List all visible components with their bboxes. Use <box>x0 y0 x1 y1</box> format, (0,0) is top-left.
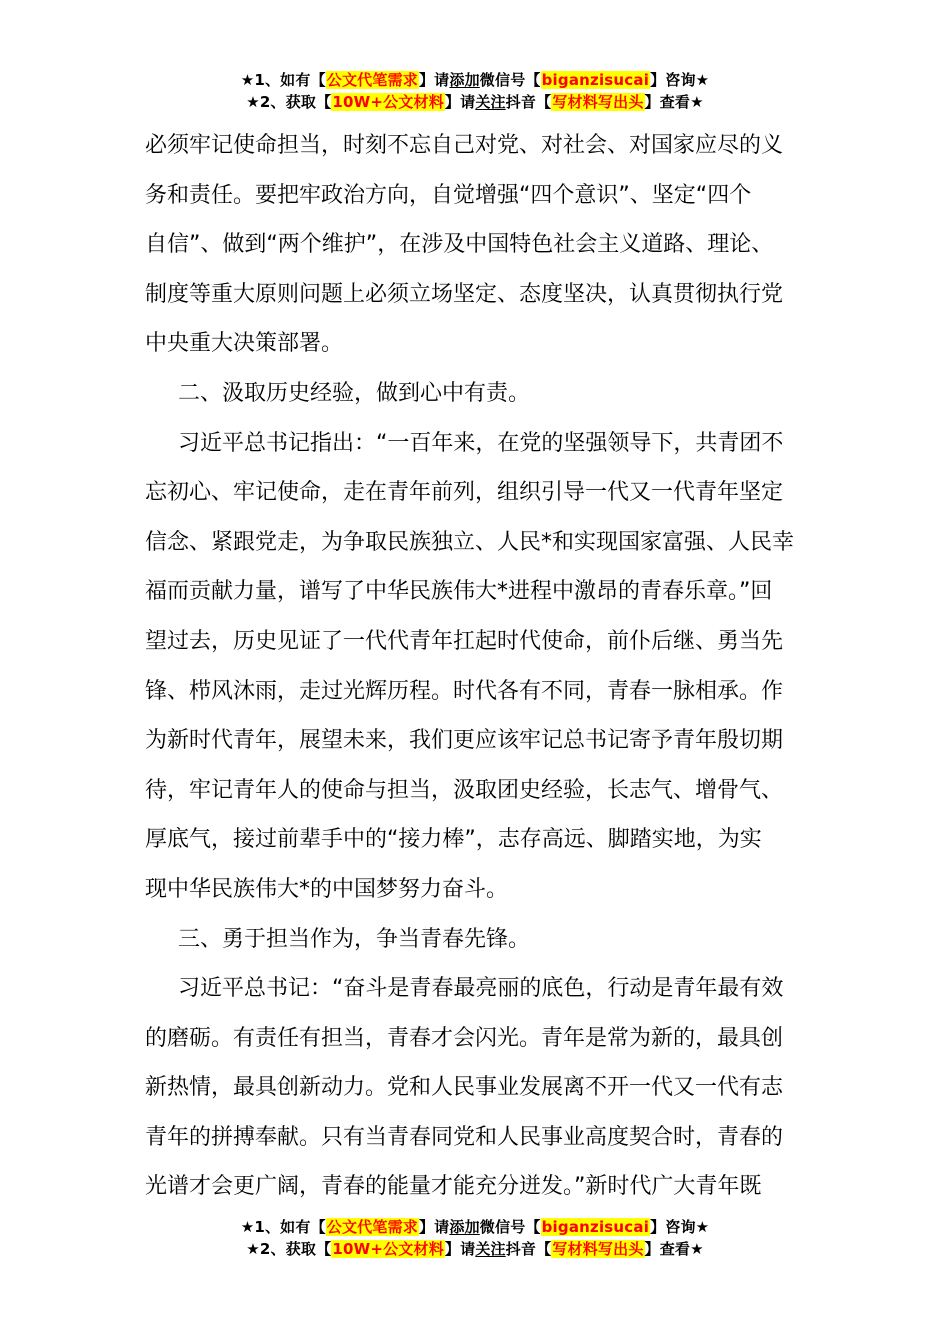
section-heading: 三、勇于担当作为，争当青春先锋。 <box>178 926 531 952</box>
text-line: 忘初心、牢记使命，走在青年前列，组织引导一代又一代青年坚定 <box>145 480 784 506</box>
text-line: 望过去，历史见证了一代代青年扛起时代使命，前仆后继、勇当先 <box>145 628 784 654</box>
text-line: 中央重大决策部署。 <box>145 331 344 357</box>
text-line: 厚底气，接过前辈手中的“接力棒”，志存高远、脚踏实地，为实 <box>145 827 762 853</box>
banner-highlight: 写材料写出头 <box>552 1240 644 1258</box>
banner-line-2: ★2、获取【10W+公文材料】请关注抖音【写材料写出头】查看★ <box>246 93 704 111</box>
banner-line-1: ★1、如有【公文代笔需求】请添加微信号【biganzisucai】咨询★ <box>240 1218 710 1236</box>
text-line: 青年的拼搏奉献。只有当青春同党和人民事业高度契合时，青春的 <box>145 1124 784 1150</box>
banner-highlight: biganzisucai <box>541 1218 650 1236</box>
banner-highlight: 10W+公文材料 <box>332 1240 444 1258</box>
section-heading: 二、汲取历史经验，做到心中有责。 <box>178 380 531 406</box>
text-line: 习近平总书记：“奋斗是青春最亮丽的底色，行动是青年最有效 <box>178 976 784 1002</box>
text-line: 为新时代青年，展望未来，我们更应该牢记总书记寄予青年殷切期 <box>145 728 784 754</box>
text-line: 锋、栉风沐雨，走过光辉历程。时代各有不同，青春一脉相承。作 <box>145 678 784 704</box>
text-line: 必须牢记使命担当，时刻不忘自己对党、对社会、对国家应尽的义 <box>145 133 784 158</box>
banner-highlight: 10W+公文材料 <box>332 93 444 111</box>
document-body <box>145 121 835 1212</box>
banner-highlight: 公文代笔需求 <box>326 1218 418 1236</box>
banner-highlight: biganzisucai <box>541 71 650 89</box>
footer-banner <box>0 1216 950 1260</box>
banner-line-1: ★1、如有【公文代笔需求】请添加微信号【biganzisucai】咨询★ <box>240 71 710 89</box>
banner-highlight: 公文代笔需求 <box>326 71 418 89</box>
text-line: 信念、紧跟党走，为争取民族独立、人民*和实现国家富强、人民幸 <box>145 529 795 555</box>
text-line: 待，牢记青年人的使命与担当，汲取团史经验，长志气、增骨气、 <box>145 777 784 803</box>
text-line: 光谱才会更广阔，青春的能量才能充分迸发。”新时代广大青年既 <box>145 1174 762 1200</box>
text-line: 新热情，最具创新动力。党和人民事业发展离不开一代又一代有志 <box>145 1075 784 1101</box>
text-line: 自信”、做到“两个维护”，在涉及中国特色社会主义道路、理论、 <box>145 232 774 258</box>
banner-highlight: 写材料写出头 <box>552 93 644 111</box>
text-line: 习近平总书记指出：“一百年来，在党的坚强领导下，共青团不 <box>178 430 784 456</box>
text-line: 福而贡献力量，谱写了中华民族伟大*进程中激昂的青春乐章。”回 <box>145 579 773 605</box>
text-line: 务和责任。要把牢政治方向，自觉增强“四个意识”、坚定“四个 <box>145 182 752 208</box>
banner-line-2: ★2、获取【10W+公文材料】请关注抖音【写材料写出头】查看★ <box>246 1240 704 1258</box>
header-banner <box>0 69 950 113</box>
text-line: 的磨砺。有责任有担当，青春才会闪光。青年是常为新的，最具创 <box>145 1025 784 1051</box>
text-line: 现中华民族伟大*的中国梦努力奋斗。 <box>145 876 509 902</box>
text-line: 制度等重大原则问题上必须立场坚定、态度坚决，认真贯彻执行党 <box>145 281 784 307</box>
